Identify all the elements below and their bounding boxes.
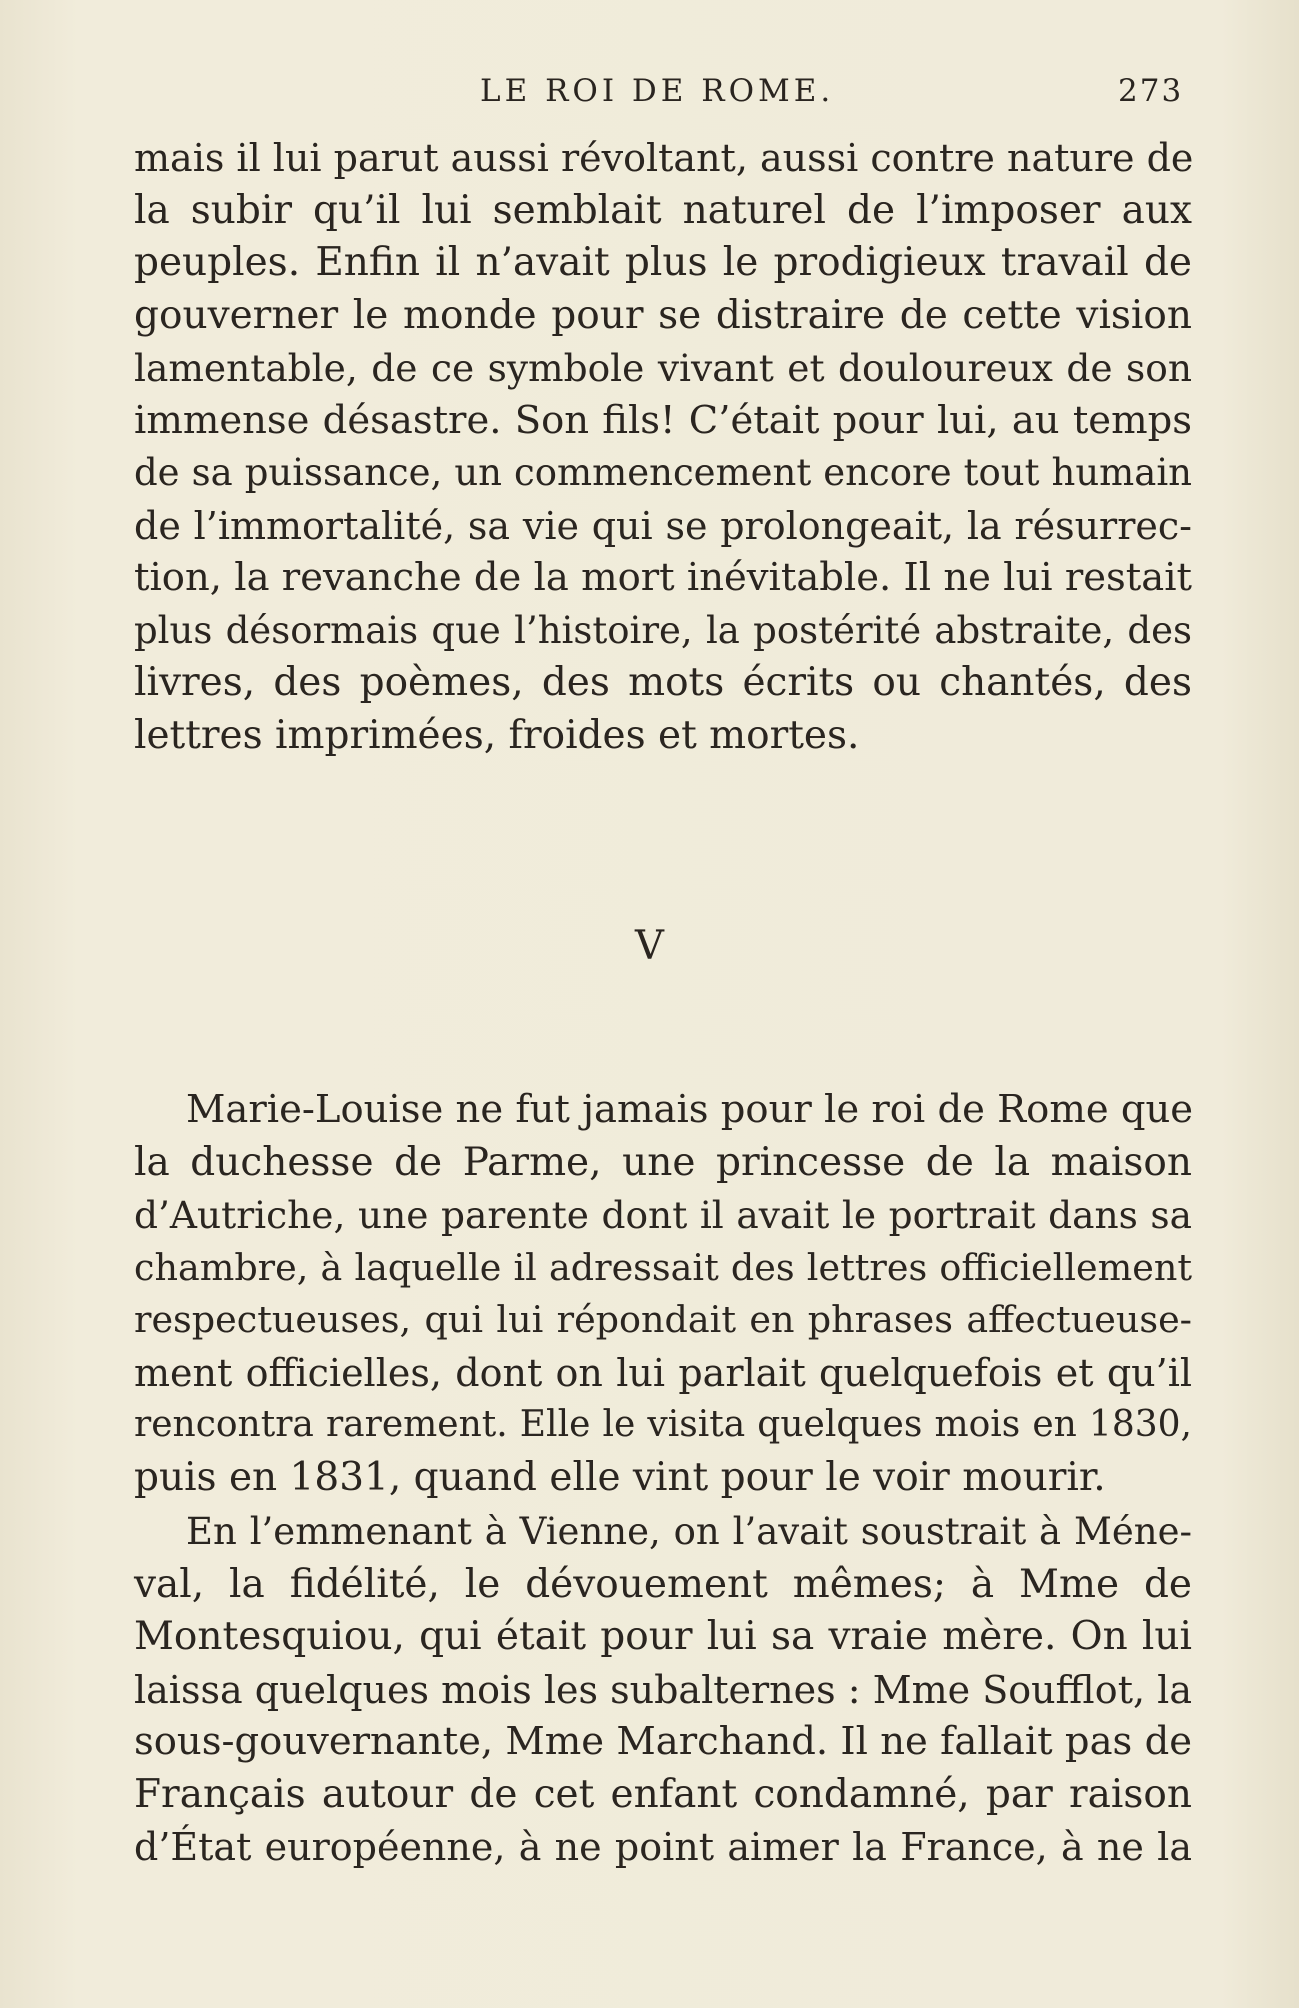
- text-line: lamentable, de ce symbole vivant et douloureux de son: [134, 346, 1192, 390]
- text-line: rencontra rarement. Elle le visita quelques mois en 1830,: [134, 1404, 1192, 1445]
- text-line: respectueuses, qui lui répondait en phrases affectueuse-: [134, 1298, 1192, 1341]
- text-line: la duchesse de Parme, une princesse de la maison: [134, 1139, 1192, 1185]
- text-line: d’État européenne, à ne point aimer la France, à ne la: [134, 1825, 1192, 1869]
- text-line: de l’immortalité, sa vie qui se prolongeait, la résurrec-: [134, 503, 1192, 548]
- text-line: la subir qu’il lui semblait naturel de l’imposer aux: [134, 187, 1192, 233]
- text-line: de sa puissance, un commencement encore tout humain: [134, 451, 1192, 494]
- text-line: plus désormais que l’histoire, la postérité abstraite, des: [134, 608, 1192, 652]
- text-line: Marie-Louise ne fut jamais pour le roi de Rome que: [186, 1087, 1194, 1132]
- text-line: gouverner le monde pour se distraire de cette vision: [134, 292, 1192, 338]
- text-line: Français autour de cet enfant condamné, par raison: [134, 1771, 1192, 1817]
- text-line: Montesquiou, qui était pour lui sa vraie mère. On lui: [134, 1614, 1192, 1659]
- page-number: 273: [1118, 73, 1184, 109]
- text-line: val, la fidélité, le dévouement mêmes; à Mme de: [134, 1561, 1192, 1607]
- text-line: En l’emmenant à Vienne, on l’avait soustrait à Méne-: [186, 1510, 1192, 1553]
- text-line: ment officielles, dont on lui parlait quelquefois et qu’il: [134, 1350, 1192, 1395]
- paragraph-vienne: [134, 1506, 1192, 1874]
- paragraph-continuation: [134, 132, 1192, 762]
- text-line: immense désastre. Son fils! C’était pour lui, au temps: [134, 397, 1192, 443]
- text-line: sous-gouvernante, Mme Marchand. Il ne fallait pas de: [134, 1719, 1192, 1764]
- running-title: LE ROI DE ROME.: [480, 73, 835, 109]
- text-line: chambre, à laquelle il adressait des lettres officiellement: [134, 1245, 1192, 1289]
- text-line: livres, des poèmes, des mots écrits ou chantés, des: [134, 660, 1192, 705]
- paragraph-marie-louise: [134, 1084, 1192, 1504]
- text-line: peuples. Enfin il n’avait plus le prodigieux travail de: [134, 240, 1192, 285]
- text-line: mais il lui parut aussi révoltant, aussi contre nature de: [134, 136, 1194, 180]
- text-line: laissa quelques mois les subalternes : Mme Soufflot, la: [134, 1667, 1192, 1712]
- text-line: puis en 1831, quand elle vint pour le voir mourir.: [134, 1454, 1106, 1500]
- running-head: [0, 66, 1299, 116]
- text-line: tion, la revanche de la mort inévitable. Il ne lui restait: [134, 555, 1192, 600]
- text-line: lettres imprimées, froides et mortes.: [134, 712, 860, 758]
- section-numeral: V: [635, 923, 664, 969]
- text-line: d’Autriche, une parente dont il avait le portrait dans sa: [134, 1193, 1192, 1237]
